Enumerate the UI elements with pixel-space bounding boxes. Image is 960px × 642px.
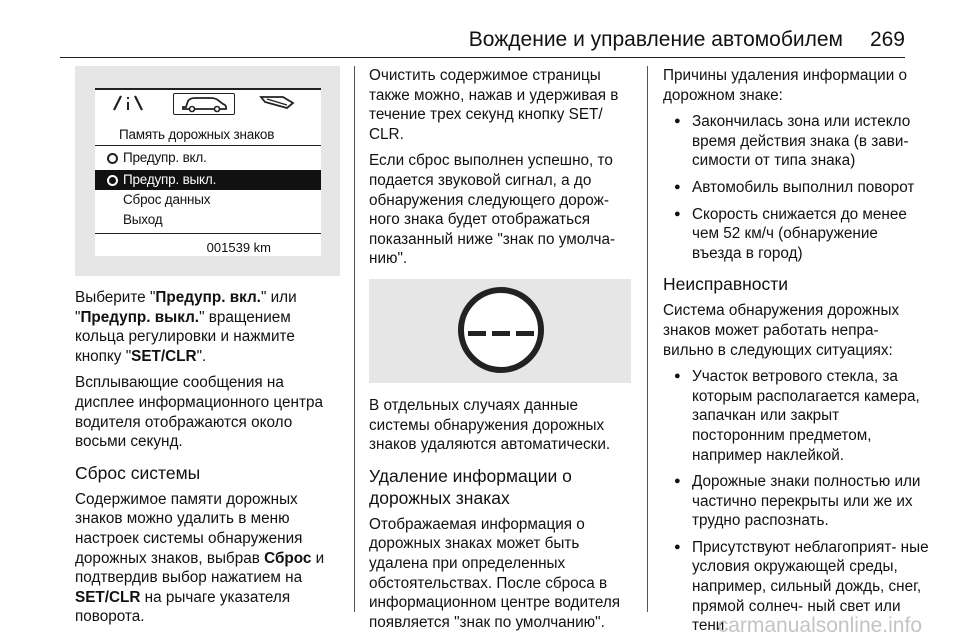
reasons-list	[663, 112, 930, 263]
faults-list	[663, 367, 930, 636]
paragraph-delete: Отображаемая информация о дорожных знаках может быть удалена при определенных обстоятельствах. После сброса в информационном центре водителя появляется "знак по умолчанию".	[369, 515, 621, 631]
sign-dash	[516, 331, 534, 336]
column-2	[369, 66, 631, 639]
driver-info-display	[95, 88, 321, 256]
paragraph-reset: Содержимое памяти дорожных знаков можно удалить в меню настроек системы обнаружения дорожных знаков, выбрав Сброс и подтвердив выбор нажатием на SET/CLR на рычаге указателя поворота.	[75, 490, 325, 626]
watermark: carmanualsonline.info	[717, 614, 922, 637]
sign-dash	[492, 331, 510, 336]
paragraph-reset-success: Если сброс выполнен успешно, то подается звуковой сигнал, а до обнаружения следующего дорож- ного знака будет отображаться показанный ниже "знак по умолча- нию".	[369, 152, 616, 268]
menu-item-label: Предупр. выкл.	[123, 172, 217, 187]
list-item: ● Закончилась зона или истекло время действия знака (в зави- симости от типа знака)	[663, 112, 930, 171]
menu-item-exit[interactable]	[95, 210, 321, 230]
menu-divider	[95, 145, 321, 146]
menu-title: Память дорожных знаков	[119, 127, 275, 142]
default-sign-figure	[369, 279, 631, 383]
column-divider	[354, 66, 355, 612]
car-icon	[173, 93, 235, 115]
car-icon-svg	[175, 94, 233, 113]
paragraph-select: Выберите "Предупр. вкл." или "Предупр. выкл." вращением кольца регулировки и нажмите кнопку "SET/CLR".	[75, 289, 297, 365]
list-item: ● Автомобиль выполнил поворот	[663, 178, 930, 198]
default-sign-icon	[458, 287, 544, 373]
paragraph-reasons: Причины удаления информации о дорожном знаке:	[663, 67, 908, 104]
heading-faults: Неисправности	[663, 274, 789, 295]
page-number: 269	[869, 28, 905, 51]
menu-item-label: Предупр. вкл.	[123, 150, 207, 165]
menu-item-warning-on[interactable]	[95, 148, 321, 168]
radio-icon	[107, 175, 118, 186]
column-1	[75, 66, 340, 634]
paragraph-faults: Система обнаружения дорожных знаков может работать непра- вильно в следующих ситуациях:	[663, 302, 900, 359]
page-header	[60, 22, 905, 58]
odometer-divider	[95, 233, 321, 234]
header-rule	[60, 57, 905, 58]
paragraph-popup: Всплывающие сообщения на дисплее информационного центра водителя отображаются около восьми секунд.	[75, 374, 323, 451]
column-divider	[647, 66, 648, 612]
display-screenshot	[75, 66, 340, 276]
display-icon-row	[95, 93, 321, 117]
header-title: Вождение и управление автомобилем	[468, 28, 843, 51]
list-item: ● Скорость снижается до менее чем 52 км/ч (обнаружение въезда в город)	[663, 205, 930, 264]
lane-icon	[109, 93, 147, 115]
menu-item-label: Выход	[123, 212, 163, 227]
heading-delete: Удаление информации о дорожных знаках	[369, 465, 572, 508]
menu-item-reset-data[interactable]	[95, 190, 321, 210]
column-3	[663, 66, 930, 642]
heading-reset: Сброс системы	[75, 462, 201, 483]
list-item: ● Участок ветрового стекла, за которым располагается камера, запачкан или закрыт посторонним предметом, например наклейкой.	[663, 367, 930, 465]
menu-item-label: Сброс данных	[123, 192, 211, 207]
lane-icon-svg	[109, 93, 147, 113]
paragraph-clear: Очистить содержимое страницы также можно, нажав и удерживая в течение трех секунд кнопку SET/ CLR.	[369, 67, 619, 143]
road-sign-icon-svg	[257, 93, 297, 111]
paragraph-auto-delete: В отдельных случаях данные системы обнаружения дорожных знаков удаляются автоматически.	[369, 396, 611, 454]
sign-dash	[468, 331, 486, 336]
radio-icon	[107, 153, 118, 164]
odometer: 001539 km	[206, 240, 271, 255]
menu-item-warning-off[interactable]	[95, 170, 321, 190]
road-sign-icon	[255, 93, 299, 115]
list-item: ● Присутствуют неблагоприят- ные условия окружающей среды, например, сильный дождь, снег, прямой солнеч- ный свет или тени.	[663, 538, 930, 636]
list-item: ● Дорожные знаки полностью или частично перекрыты или же их трудно распознать.	[663, 472, 930, 531]
